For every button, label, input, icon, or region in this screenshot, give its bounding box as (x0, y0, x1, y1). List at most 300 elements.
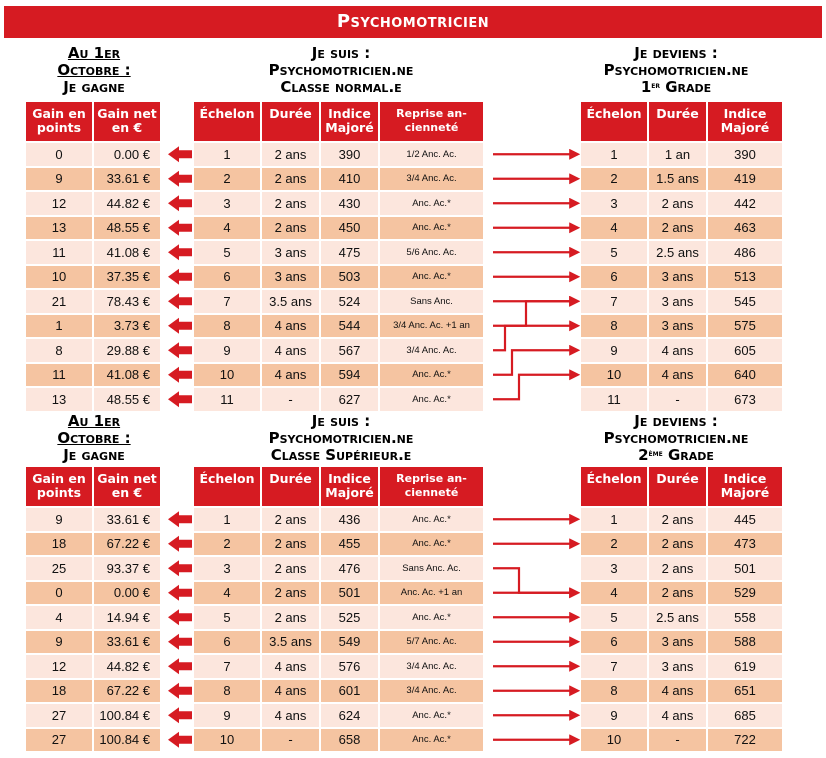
table-row (194, 508, 483, 531)
current-grade-heading-line: Psychomotricien.ne (268, 61, 414, 79)
left-arrow-icon (168, 171, 192, 187)
gain-heading-line: Octobre : (57, 429, 131, 447)
table-row (581, 266, 782, 289)
target-grade-table-cell: 605 (708, 339, 782, 362)
table-row (581, 557, 782, 580)
target-grade-table-cell: 9 (581, 704, 647, 727)
target-grade-table (579, 100, 784, 413)
current-grade-table-cell: 3/4 Anc. Ac. (380, 168, 483, 191)
gain-heading-line: Je gagne (63, 78, 125, 96)
table-row (581, 582, 782, 605)
target-grade-heading-line: Je deviens : (634, 44, 718, 62)
table-row (194, 533, 483, 556)
current-grade-table-cell: 9 (194, 339, 260, 362)
table-row (581, 364, 782, 387)
gain-table-cell: 48.55 € (94, 388, 160, 411)
gain-table-cell: 9 (26, 631, 92, 654)
current-grade-table-header: Reprise an- cienneté (380, 102, 483, 141)
grade-suffix: ème (648, 449, 663, 459)
table-row (194, 339, 483, 362)
current-grade-table-cell: Anc. Ac.* (380, 266, 483, 289)
gain-table-header: Gain net en € (94, 102, 160, 141)
current-grade-table-cell: Anc. Ac.* (380, 364, 483, 387)
current-grade-table-cell: Anc. Ac. +1 an (380, 582, 483, 605)
target-grade-table-cell: 5 (581, 241, 647, 264)
left-arrow-icon (168, 658, 192, 674)
left-arrow-icon (168, 367, 192, 383)
target-grade-table-cell: 588 (708, 631, 782, 654)
current-grade-table-header: Durée (262, 102, 319, 141)
gain-table-cell: 25 (26, 557, 92, 580)
gain-table-cell: 11 (26, 241, 92, 264)
table-row (194, 315, 483, 338)
gain-table-cell: 10 (26, 266, 92, 289)
table-row (581, 655, 782, 678)
target-grade-heading-line (566, 447, 786, 464)
current-grade-table-cell: 2 ans (262, 557, 319, 580)
current-grade-table-cell: 430 (321, 192, 378, 215)
mapping-arrow-icon (493, 350, 578, 375)
grade-label: Grade (662, 446, 714, 464)
current-grade-table-cell: Anc. Ac.* (380, 606, 483, 629)
current-grade-table-cell: 9 (194, 704, 260, 727)
current-grade-table-cell: 3.5 ans (262, 631, 319, 654)
gain-heading-line: Au 1er (67, 44, 121, 62)
target-grade-table-cell: 3 ans (649, 315, 706, 338)
current-grade-table-cell: 4 ans (262, 704, 319, 727)
table-row (194, 557, 483, 580)
target-grade-table-cell: 10 (581, 364, 647, 387)
current-grade-heading (196, 413, 486, 464)
current-grade-heading-line: Je suis : (311, 44, 371, 62)
current-grade-table-cell: 2 ans (262, 508, 319, 531)
gain-table-cell: 41.08 € (94, 364, 160, 387)
target-grade-table-cell: 9 (581, 339, 647, 362)
current-grade-table-cell: - (262, 388, 319, 411)
current-grade-table-cell: 2 ans (262, 143, 319, 166)
current-grade-table-cell: 4 (194, 582, 260, 605)
table-row (194, 266, 483, 289)
left-arrow-icon (168, 536, 192, 552)
gain-table-header: Gain net en € (94, 467, 160, 506)
current-grade-table (192, 465, 485, 753)
left-arrow-icon (168, 560, 192, 576)
target-grade-table-header: Durée (649, 102, 706, 141)
target-grade-table-cell: 445 (708, 508, 782, 531)
table-row (194, 143, 483, 166)
left-arrow-icon (168, 146, 192, 162)
target-grade-table-header: Échelon (581, 467, 647, 506)
current-grade-table-cell: 2 ans (262, 217, 319, 240)
target-grade-table-cell: 6 (581, 266, 647, 289)
gain-heading (14, 413, 174, 464)
target-grade-table-cell: 575 (708, 315, 782, 338)
gain-table-cell: 41.08 € (94, 241, 160, 264)
current-grade-table-cell: 7 (194, 655, 260, 678)
current-grade-table-cell: 3.5 ans (262, 290, 319, 313)
table-row (26, 217, 160, 240)
gain-table-cell: 11 (26, 364, 92, 387)
target-grade-table-cell: 2 ans (649, 557, 706, 580)
gain-table-cell: 13 (26, 388, 92, 411)
current-grade-table-cell: 4 ans (262, 339, 319, 362)
current-grade-table-header: Indice Majoré (321, 467, 378, 506)
table-row (581, 729, 782, 752)
target-grade-heading-line: Psychomotricien.ne (603, 429, 749, 447)
gain-table-cell: 21 (26, 290, 92, 313)
left-arrow-icon (168, 585, 192, 601)
current-grade-table-cell: 8 (194, 680, 260, 703)
target-grade-heading-line (566, 79, 786, 96)
current-grade-table-cell: 601 (321, 680, 378, 703)
table-row (194, 241, 483, 264)
target-grade-table-cell: 473 (708, 533, 782, 556)
table-row (26, 192, 160, 215)
gain-table-cell: 12 (26, 192, 92, 215)
table-row (26, 533, 160, 556)
current-grade-table-cell: 5 (194, 606, 260, 629)
gain-table-cell: 8 (26, 339, 92, 362)
target-grade-table-cell: 4 ans (649, 339, 706, 362)
target-grade-table-cell: 390 (708, 143, 782, 166)
gain-table-cell: 67.22 € (94, 533, 160, 556)
current-grade-table-cell: 2 ans (262, 168, 319, 191)
target-grade-table (579, 465, 784, 753)
target-grade-table-cell: 2.5 ans (649, 606, 706, 629)
table-row (26, 606, 160, 629)
target-grade-table-cell: 529 (708, 582, 782, 605)
left-arrow-icon (168, 609, 192, 625)
table-row (581, 606, 782, 629)
current-grade-table-cell: 476 (321, 557, 378, 580)
current-grade-table-cell: 3 (194, 557, 260, 580)
left-arrow-icon (168, 511, 192, 527)
table-row (581, 631, 782, 654)
mapping-arrow-icon (493, 375, 578, 400)
table-row (194, 655, 483, 678)
gain-heading (14, 45, 174, 96)
left-arrow-icon (168, 634, 192, 650)
target-grade-table-cell: 442 (708, 192, 782, 215)
target-grade-table-cell: 4 ans (649, 680, 706, 703)
current-grade-table-cell: 5/6 Anc. Ac. (380, 241, 483, 264)
gain-table-cell: 0 (26, 582, 92, 605)
table-row (26, 508, 160, 531)
current-grade-table-header: Échelon (194, 102, 260, 141)
table-row (581, 217, 782, 240)
target-grade-heading (566, 413, 786, 464)
target-grade-table-cell: - (649, 729, 706, 752)
current-grade-heading-line: Classe normal.e (280, 78, 402, 96)
current-grade-table-cell: 436 (321, 508, 378, 531)
current-grade-table-cell: 4 ans (262, 655, 319, 678)
current-grade-table-cell: 475 (321, 241, 378, 264)
current-grade-table-cell: 2 ans (262, 582, 319, 605)
left-arrow-icon (168, 707, 192, 723)
target-grade-table-cell: 4 (581, 582, 647, 605)
gain-table-cell: 44.82 € (94, 192, 160, 215)
current-grade-table-cell: 503 (321, 266, 378, 289)
table-row (194, 290, 483, 313)
left-arrow-icon (168, 391, 192, 407)
table-row (194, 364, 483, 387)
table-row (26, 704, 160, 727)
table-row (581, 290, 782, 313)
target-grade-table-cell: 1 an (649, 143, 706, 166)
page-title: Psychomotricien (4, 6, 822, 38)
table-row (581, 168, 782, 191)
gain-table-cell: 37.35 € (94, 266, 160, 289)
current-grade-table-cell: Anc. Ac.* (380, 704, 483, 727)
current-grade-table-cell: Anc. Ac.* (380, 729, 483, 752)
left-arrow-icon (168, 293, 192, 309)
table-row (581, 315, 782, 338)
target-grade-table-cell: 651 (708, 680, 782, 703)
target-grade-table-cell: 486 (708, 241, 782, 264)
gain-table-header: Gain en points (26, 102, 92, 141)
current-grade-table-cell: 6 (194, 631, 260, 654)
current-grade-table-cell: 5/7 Anc. Ac. (380, 631, 483, 654)
grade-label: Grade (659, 78, 712, 96)
left-arrow-icon (168, 195, 192, 211)
current-grade-table-cell: 658 (321, 729, 378, 752)
gain-table-cell: 33.61 € (94, 168, 160, 191)
grade-number: 1 (640, 78, 652, 96)
gain-table (24, 100, 162, 413)
target-grade-table-cell: 419 (708, 168, 782, 191)
current-grade-table-cell: 567 (321, 339, 378, 362)
mapping-arrow-icon (493, 568, 578, 593)
gain-table-cell: 18 (26, 533, 92, 556)
table-row (26, 631, 160, 654)
target-grade-table-cell: 640 (708, 364, 782, 387)
target-grade-table-cell: 2 (581, 168, 647, 191)
gain-table-cell: 33.61 € (94, 508, 160, 531)
mapping-arrow-icon (493, 326, 578, 351)
gain-table-cell: 13 (26, 217, 92, 240)
table-row (194, 729, 483, 752)
grade-number: 2 (638, 446, 649, 464)
grade-suffix: er (651, 81, 660, 91)
table-row (581, 533, 782, 556)
current-grade-table-cell: 1/2 Anc. Ac. (380, 143, 483, 166)
gain-table-cell: 1 (26, 315, 92, 338)
current-grade-table-cell: 2 ans (262, 533, 319, 556)
target-grade-table-cell: 2 (581, 533, 647, 556)
table-row (26, 655, 160, 678)
left-arrow-icon (168, 683, 192, 699)
current-grade-table-cell: 4 (194, 217, 260, 240)
table-row (26, 388, 160, 411)
current-grade-table-cell: 4 ans (262, 315, 319, 338)
current-grade-table-cell: 4 ans (262, 680, 319, 703)
gain-table-cell: 100.84 € (94, 704, 160, 727)
gain-table-cell: 0.00 € (94, 143, 160, 166)
current-grade-table-cell: Sans Anc. Ac. (380, 557, 483, 580)
current-grade-table-cell: 3/4 Anc. Ac. (380, 339, 483, 362)
current-grade-table-header: Indice Majoré (321, 102, 378, 141)
gain-table-cell: 27 (26, 704, 92, 727)
target-grade-table-cell: 722 (708, 729, 782, 752)
target-grade-heading (566, 45, 786, 96)
left-arrow-icon (168, 220, 192, 236)
target-grade-table-cell: 4 ans (649, 364, 706, 387)
gain-table-cell: 67.22 € (94, 680, 160, 703)
target-grade-heading-line: Je deviens : (634, 412, 718, 430)
target-grade-table-cell: 513 (708, 266, 782, 289)
table-row (26, 266, 160, 289)
current-grade-table-cell: 3/4 Anc. Ac. (380, 680, 483, 703)
table-row (26, 339, 160, 362)
target-grade-table-cell: 1.5 ans (649, 168, 706, 191)
current-grade-heading-line: Classe Supérieur.e (270, 446, 412, 464)
current-grade-table-cell: 7 (194, 290, 260, 313)
target-grade-table-cell: 8 (581, 315, 647, 338)
target-grade-table-cell: 2 ans (649, 192, 706, 215)
current-grade-table-cell: 576 (321, 655, 378, 678)
gain-table-cell: 0.00 € (94, 582, 160, 605)
target-grade-table-cell: 6 (581, 631, 647, 654)
gain-table-cell: 48.55 € (94, 217, 160, 240)
gain-table-cell: 12 (26, 655, 92, 678)
table-row (194, 388, 483, 411)
table-row (26, 364, 160, 387)
current-grade-table-cell: 6 (194, 266, 260, 289)
gain-table-cell: 0 (26, 143, 92, 166)
table-row (581, 241, 782, 264)
current-grade-table-cell: 2 ans (262, 192, 319, 215)
target-grade-table-cell: 5 (581, 606, 647, 629)
gain-table-cell: 100.84 € (94, 729, 160, 752)
target-grade-table-cell: 4 (581, 217, 647, 240)
current-grade-table-cell: 3/4 Anc. Ac. (380, 655, 483, 678)
target-grade-table-header: Indice Majoré (708, 102, 782, 141)
target-grade-table-cell: 3 ans (649, 290, 706, 313)
table-row (194, 631, 483, 654)
target-grade-table-cell: 4 ans (649, 704, 706, 727)
current-grade-table-cell: 501 (321, 582, 378, 605)
current-grade-table-cell: 549 (321, 631, 378, 654)
table-row (194, 217, 483, 240)
current-grade-table-cell: 594 (321, 364, 378, 387)
left-arrow-icon (168, 318, 192, 334)
target-grade-heading-line: Psychomotricien.ne (603, 61, 749, 79)
target-grade-table-cell: 501 (708, 557, 782, 580)
current-grade-table-cell: 3 ans (262, 266, 319, 289)
target-grade-table-cell: 463 (708, 217, 782, 240)
current-grade-table-cell: 3/4 Anc. Ac. +1 an (380, 315, 483, 338)
target-grade-table-cell: 1 (581, 508, 647, 531)
table-row (194, 606, 483, 629)
current-grade-table-cell: 2 (194, 533, 260, 556)
target-grade-table-cell: 7 (581, 655, 647, 678)
gain-table-cell: 9 (26, 168, 92, 191)
table-row (26, 557, 160, 580)
target-grade-table-cell: 3 ans (649, 631, 706, 654)
table-row (194, 168, 483, 191)
left-arrow-icon (168, 342, 192, 358)
current-grade-table-cell: 410 (321, 168, 378, 191)
current-grade-table-cell: 455 (321, 533, 378, 556)
current-grade-table-cell: 450 (321, 217, 378, 240)
current-grade-table-cell: 4 ans (262, 364, 319, 387)
gain-table-cell: 18 (26, 680, 92, 703)
table-row (194, 704, 483, 727)
gain-table-cell: 29.88 € (94, 339, 160, 362)
left-arrow-icon (168, 732, 192, 748)
target-grade-table-cell: - (649, 388, 706, 411)
mapping-arrow-icon (493, 301, 578, 326)
gain-table (24, 465, 162, 753)
current-grade-table-cell: 525 (321, 606, 378, 629)
target-grade-table-cell: 2 ans (649, 217, 706, 240)
current-grade-table-header: Reprise an- cienneté (380, 467, 483, 506)
current-grade-table-cell: 3 (194, 192, 260, 215)
current-grade-table-cell: Anc. Ac.* (380, 388, 483, 411)
gain-heading-line: Au 1er (67, 412, 121, 430)
table-row (26, 729, 160, 752)
gain-table-cell: 78.43 € (94, 290, 160, 313)
gain-heading-line: Je gagne (63, 446, 125, 464)
target-grade-table-cell: 1 (581, 143, 647, 166)
current-grade-table-cell: - (262, 729, 319, 752)
current-grade-table-cell: Anc. Ac.* (380, 533, 483, 556)
target-grade-table-cell: 2 ans (649, 508, 706, 531)
gain-table-cell: 27 (26, 729, 92, 752)
table-row (581, 508, 782, 531)
current-grade-table-cell: Sans Anc. (380, 290, 483, 313)
target-grade-table-cell: 673 (708, 388, 782, 411)
table-row (26, 143, 160, 166)
current-grade-table-cell: 627 (321, 388, 378, 411)
gain-table-cell: 44.82 € (94, 655, 160, 678)
target-grade-table-cell: 2 ans (649, 582, 706, 605)
current-grade-table-cell: 3 ans (262, 241, 319, 264)
table-row (194, 192, 483, 215)
target-grade-table-cell: 545 (708, 290, 782, 313)
current-grade-table-cell: 5 (194, 241, 260, 264)
current-grade-table-cell: 1 (194, 143, 260, 166)
current-grade-table-header: Durée (262, 467, 319, 506)
current-grade-heading (196, 45, 486, 96)
gain-table-cell: 14.94 € (94, 606, 160, 629)
current-grade-heading-line: Psychomotricien.ne (268, 429, 414, 447)
target-grade-table-cell: 3 ans (649, 266, 706, 289)
current-grade-table-cell: 10 (194, 729, 260, 752)
target-grade-table-cell: 558 (708, 606, 782, 629)
table-row (581, 192, 782, 215)
target-grade-table-cell: 10 (581, 729, 647, 752)
target-grade-table-cell: 11 (581, 388, 647, 411)
target-grade-table-cell: 2 ans (649, 533, 706, 556)
table-row (194, 680, 483, 703)
target-grade-table-cell: 619 (708, 655, 782, 678)
left-arrow-icon (168, 244, 192, 260)
table-row (26, 290, 160, 313)
current-grade-table-cell: Anc. Ac.* (380, 508, 483, 531)
gain-table-cell: 33.61 € (94, 631, 160, 654)
gain-table-cell: 4 (26, 606, 92, 629)
target-grade-table-cell: 3 (581, 557, 647, 580)
gain-table-header: Gain en points (26, 467, 92, 506)
target-grade-table-cell: 7 (581, 290, 647, 313)
current-grade-table (192, 100, 485, 413)
table-row (26, 241, 160, 264)
current-grade-table-cell: 2 (194, 168, 260, 191)
table-row (581, 704, 782, 727)
current-grade-table-cell: 11 (194, 388, 260, 411)
table-row (26, 315, 160, 338)
